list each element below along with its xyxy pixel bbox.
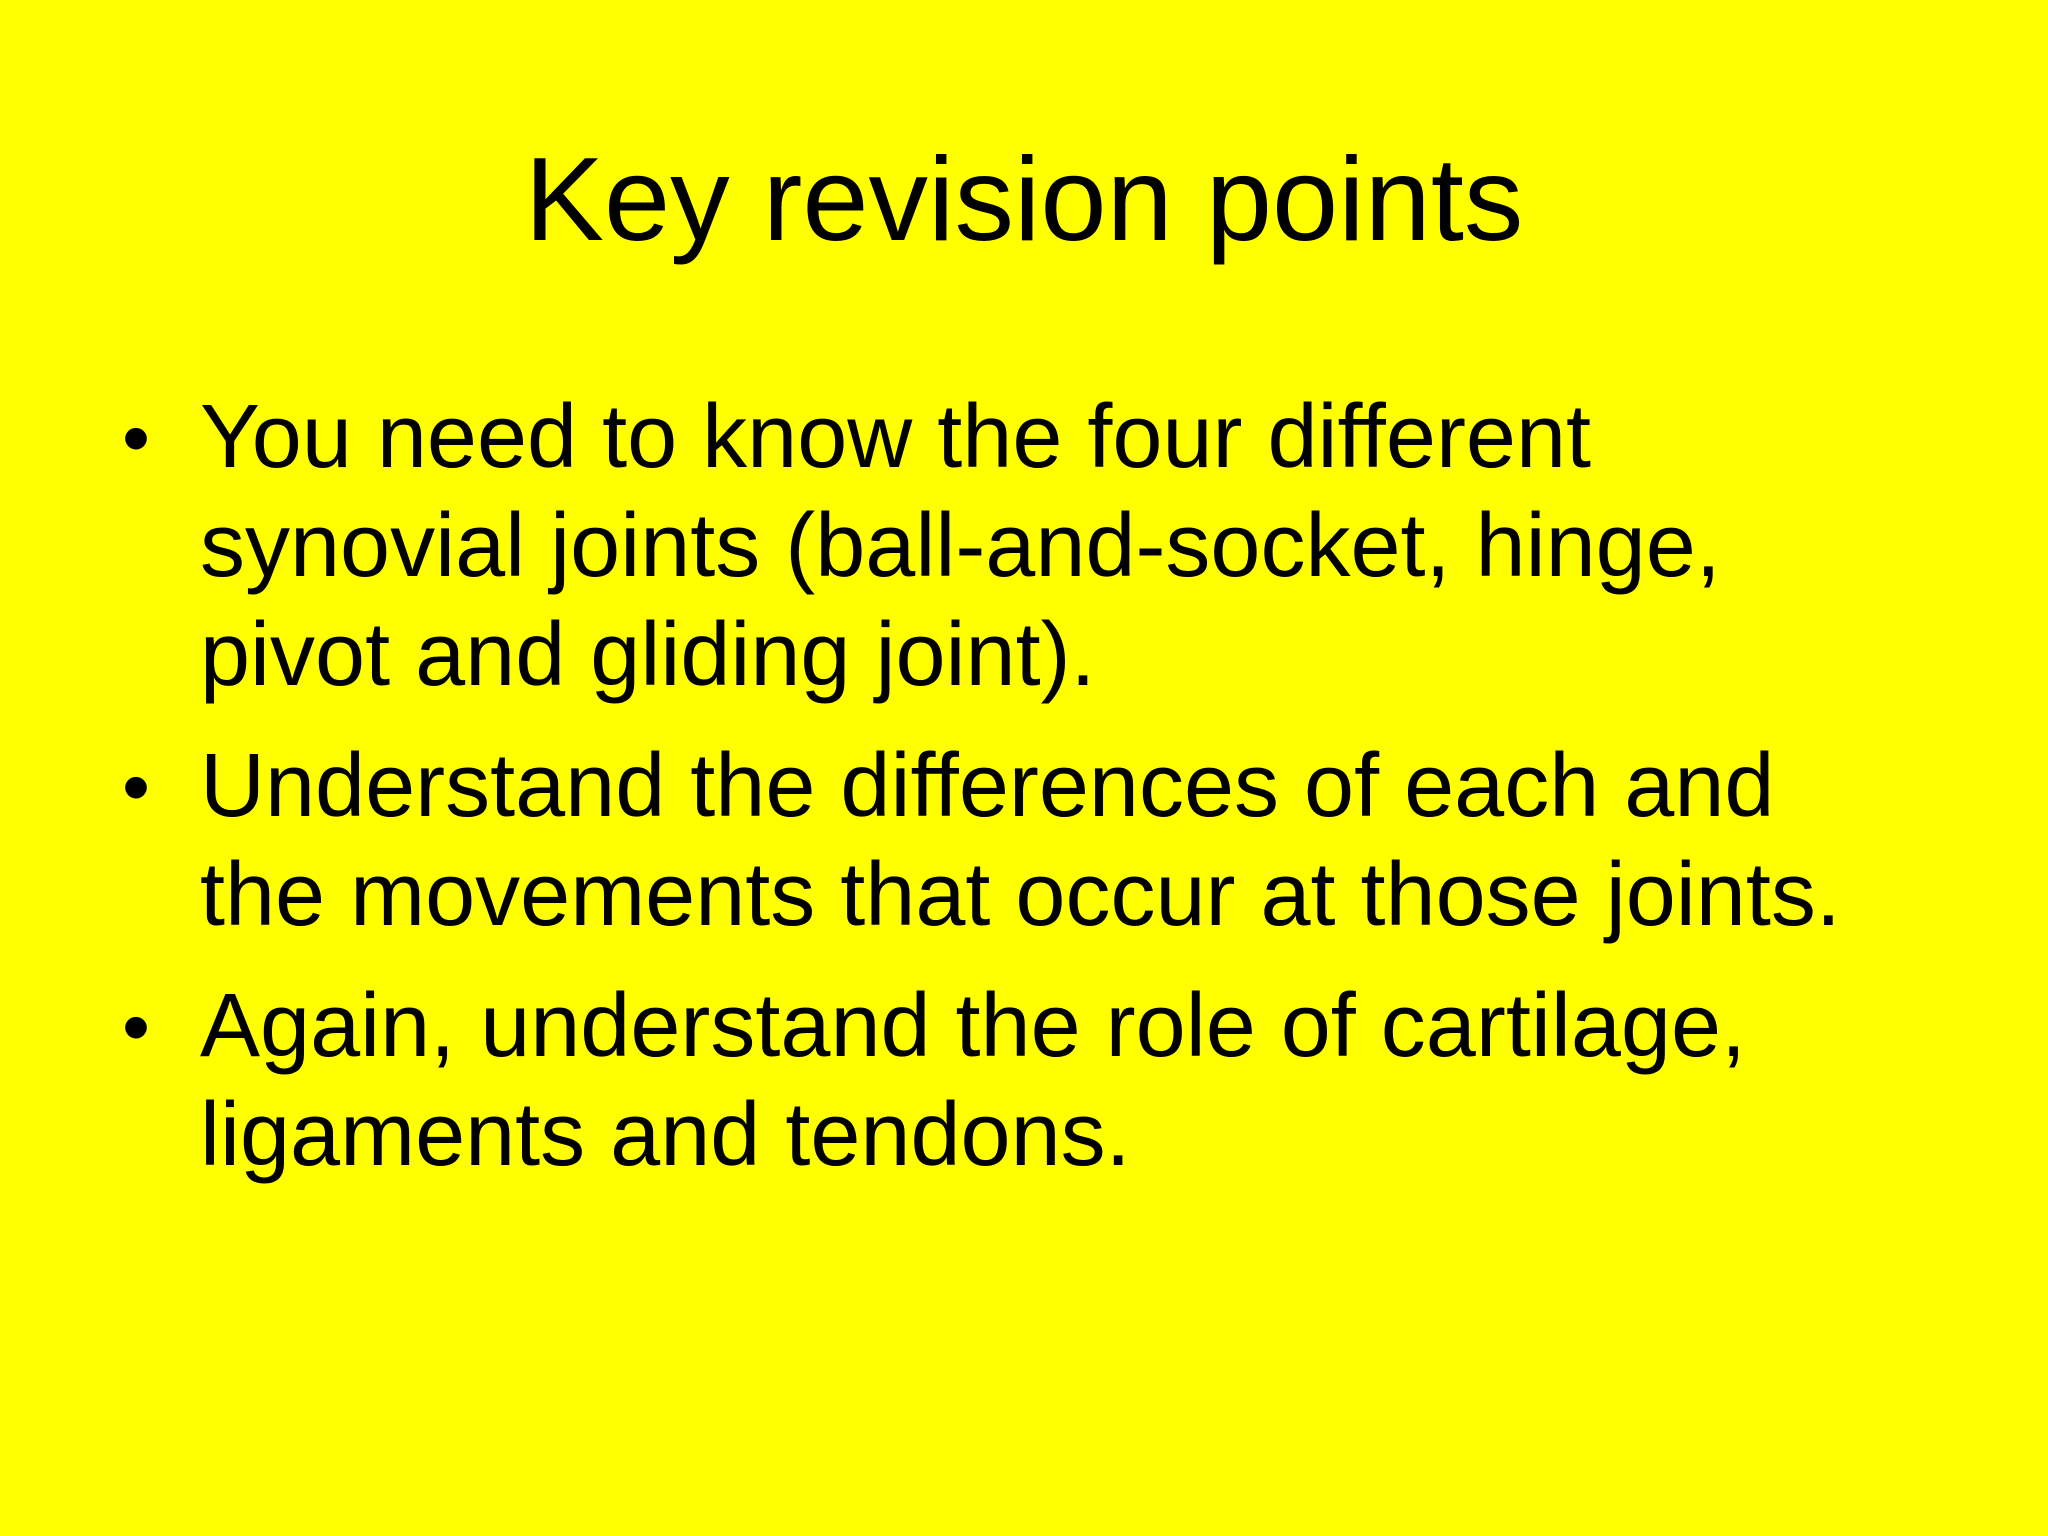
bullet-text: Understand the differences of each and the movements that occur at those joints. bbox=[200, 736, 1841, 945]
bullet-item-cartilage bbox=[122, 972, 1922, 1190]
bullet-item-differences bbox=[122, 732, 1922, 950]
bullet-text: Again, understand the role of cartilage, ligaments and tendons. bbox=[200, 976, 1746, 1185]
bullet-icon: • bbox=[122, 742, 151, 831]
bullet-list bbox=[122, 383, 1922, 1212]
bullet-icon: • bbox=[122, 982, 151, 1071]
bullet-icon: • bbox=[122, 393, 151, 482]
slide-title: Key revision points bbox=[524, 133, 1524, 266]
bullet-item-joints bbox=[122, 383, 1922, 710]
bullet-text: You need to know the four different synovial joints (ball-and-socket, hinge, pivot and gliding joint). bbox=[200, 387, 1721, 705]
